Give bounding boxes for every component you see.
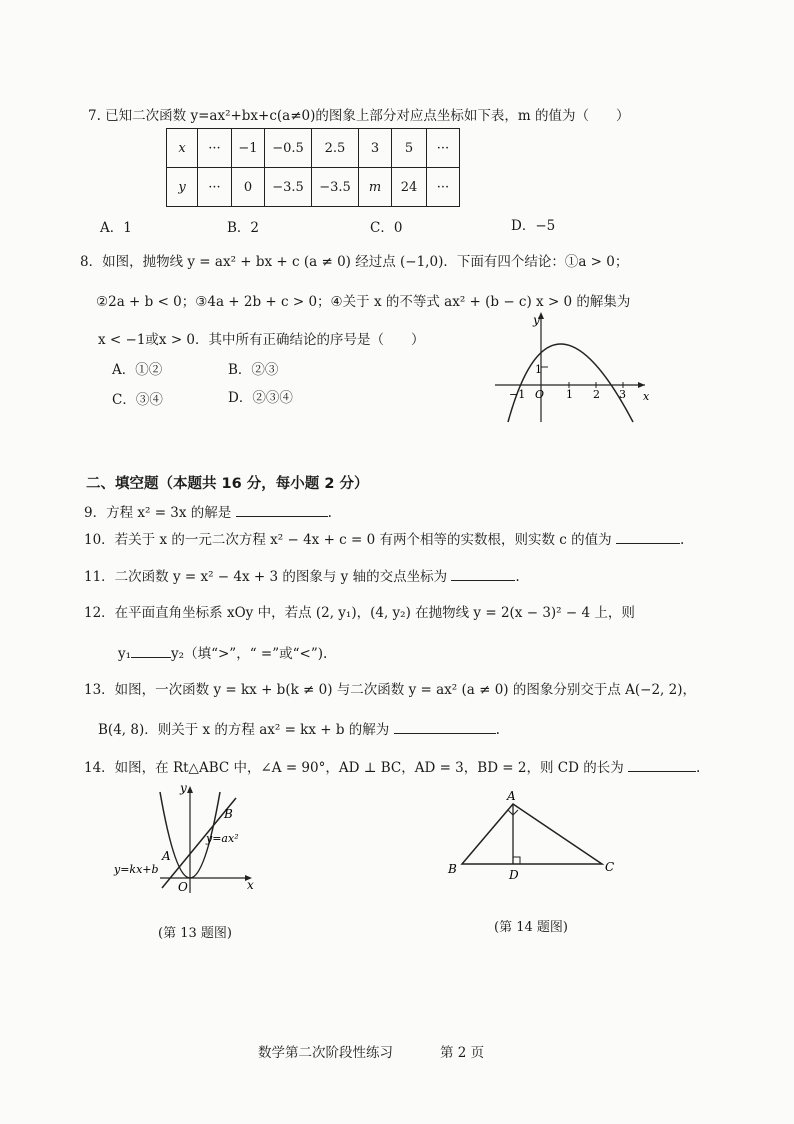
- fig13-graph: [110, 778, 270, 896]
- table-cell: x: [167, 129, 198, 168]
- parabola-label: y=ax²: [206, 832, 239, 845]
- q9-text: 9．方程 x² = 3x 的解是: [84, 505, 232, 521]
- q7-option-b: B．2: [227, 220, 260, 236]
- q8-line1: 8．如图，抛物线 y = ax² + bx + c (a ≠ 0) 经过点 (−1,0)．下面有四个结论：①a > 0；: [80, 254, 629, 270]
- q10-text: 10．若关于 x 的一元二次方程 x² − 4x + c = 0 有两个相等的实数根，则实数 c 的值为: [84, 532, 612, 548]
- q10-end: .: [679, 532, 685, 548]
- q7-text: 7. 已知二次函数 y=ax²+bx+c(a≠0)的图象上部分对应点坐标如下表，m 的值为（ ）: [88, 108, 630, 124]
- q7-table: [166, 128, 460, 207]
- q13-line1: 13．如图，一次函数 y = kx + b(k ≠ 0) 与二次函数 y = ax² (a ≠ 0) 的图象分别交于点 A(−2, 2)，: [84, 682, 696, 698]
- table-cell: 0: [232, 168, 265, 207]
- table-cell: ···: [427, 129, 460, 168]
- table-cell: −1: [232, 129, 265, 168]
- answer-blank[interactable]: [394, 721, 496, 734]
- q9-line: [84, 501, 332, 521]
- table-row: [167, 168, 460, 207]
- q14-text: 14．如图，在 Rt△ABC 中，∠A = 90°，AD ⊥ BC，AD = 3，BD = 2，则 CD 的长为: [84, 760, 624, 776]
- table-cell: −3.5: [265, 168, 312, 207]
- answer-blank[interactable]: [628, 759, 696, 772]
- q11-end: .: [515, 569, 520, 585]
- x-axis-label: x: [247, 878, 254, 892]
- q14-line: [84, 756, 700, 776]
- table-cell: 2.5: [312, 129, 359, 168]
- answer-blank[interactable]: [616, 531, 680, 544]
- q12-y1: y₁: [118, 646, 132, 662]
- tick-label: −1: [509, 388, 526, 401]
- table-cell: ···: [198, 168, 232, 207]
- q13-end: .: [495, 722, 500, 738]
- q12-line1: 12．在平面直角坐标系 xOy 中，若点 (2, y₁)，(4, y₂) 在抛物线 y = 2(x − 3)² − 4 上，则: [84, 605, 635, 621]
- point-d-label: D: [509, 868, 519, 882]
- table-cell: −0.5: [265, 129, 312, 168]
- q12-y2: y₂（填“>”，“ =”或“<”).: [171, 646, 328, 662]
- q13-text: B(4, 8)．则关于 x 的方程 ax² = kx + b 的解为: [98, 722, 390, 738]
- y-axis-label: y: [180, 781, 187, 795]
- q8-option-c: C．③④: [112, 392, 163, 408]
- table-cell: 3: [359, 129, 392, 168]
- vertex-b-label: B: [448, 862, 457, 876]
- table-cell: ···: [198, 129, 232, 168]
- point-a-label: A: [162, 849, 171, 863]
- q10-line: [84, 528, 684, 548]
- page-number: 第 2 页: [440, 1045, 485, 1061]
- q11-text: 11．二次函数 y = x² − 4x + 3 的图象与 y 轴的交点坐标为: [84, 569, 448, 585]
- point-b-label: B: [224, 807, 233, 821]
- fig14-triangle: [440, 780, 630, 885]
- q8-line2: ②2a + b < 0；③4a + 2b + c > 0；④关于 x 的不等式 ax² + (b − c) x > 0 的解集为: [96, 294, 631, 310]
- q14-end: .: [696, 760, 701, 776]
- triangle-abc: [462, 804, 602, 864]
- q8-line3: x < −1或x > 0．其中所有正确结论的序号是（ ）: [98, 332, 425, 348]
- tick-label: 1: [566, 388, 573, 401]
- y-axis-label: y: [533, 313, 540, 327]
- section-title: 二、填空题（本题共 16 分，每小题 2 分）: [86, 476, 369, 492]
- table-cell: ···: [427, 168, 460, 207]
- q8-option-b: B．②③: [228, 362, 279, 378]
- answer-blank[interactable]: [451, 568, 515, 581]
- table-cell: −3.5: [312, 168, 359, 207]
- table-row: [167, 129, 460, 168]
- table-cell: y: [167, 168, 198, 207]
- q9-end: .: [327, 505, 332, 521]
- q8-parabola-graph: [495, 310, 655, 425]
- table-cell: 5: [392, 129, 427, 168]
- origin-label: O: [535, 388, 545, 401]
- fig13-caption: (第 13 题图): [158, 926, 232, 941]
- tick-label: 3: [619, 388, 626, 401]
- x-axis-label: x: [643, 390, 650, 403]
- table-cell: 24: [392, 168, 427, 207]
- q11-line: [84, 565, 520, 585]
- tick-label: 2: [593, 388, 600, 401]
- q7-option-d: D．−5: [511, 218, 556, 234]
- footer-title: 数学第二次阶段性练习: [258, 1045, 393, 1061]
- x-arrow-icon: [638, 382, 645, 388]
- q8-option-a: A．①②: [112, 362, 163, 378]
- q7-option-c: C．0: [370, 220, 403, 236]
- vertex-c-label: C: [605, 860, 615, 874]
- origin-label: O: [178, 880, 188, 894]
- right-angle-mark: [513, 857, 520, 864]
- vertex-a-label: A: [507, 789, 516, 803]
- q12-line2: [118, 642, 327, 662]
- q13-line2: [98, 718, 500, 738]
- y-arrow-icon: [187, 786, 193, 793]
- y-tick-label: 1: [535, 363, 542, 376]
- q7-option-a: A．1: [100, 220, 132, 236]
- table-cell: m: [359, 168, 392, 207]
- q8-option-d: D．②③④: [228, 390, 293, 406]
- answer-blank[interactable]: [236, 504, 328, 517]
- line-label: y=kx+b: [114, 863, 159, 876]
- fig14-caption: (第 14 题图): [494, 920, 568, 935]
- parabola-curve: [508, 344, 633, 422]
- answer-blank[interactable]: [131, 645, 171, 658]
